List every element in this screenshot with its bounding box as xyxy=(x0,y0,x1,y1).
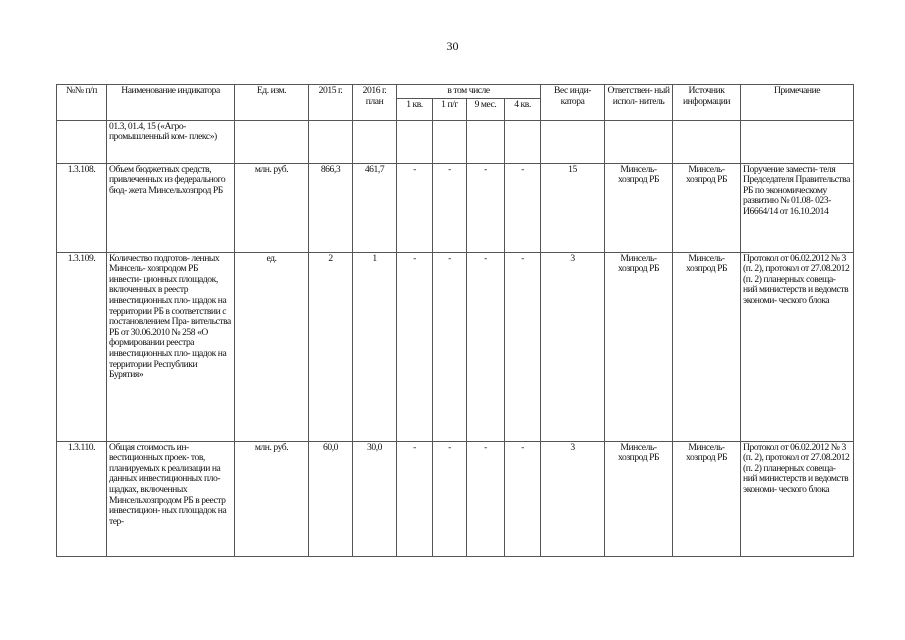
table-row xyxy=(57,441,854,556)
cell-weight: 3 xyxy=(541,441,605,556)
cell-2016 xyxy=(353,120,397,163)
cell-weight xyxy=(541,120,605,163)
header-weight: Вес инди- катора xyxy=(541,85,605,121)
header-source: Источник информации xyxy=(673,85,741,121)
cell-responsible: Минсель- хозпрод РБ xyxy=(605,163,673,252)
header-note: Примечание xyxy=(741,85,854,121)
cell-name: Общая стоимость ин- вестиционных проек- тов, планируемых к реализации на данных инвестиционных пло- щадках, включенных Минсельхозпродом РБ в реестр инвестицион- ных площадок на тер- xyxy=(107,441,235,556)
cell-unit: ед. xyxy=(235,252,309,441)
cell-h1 xyxy=(433,120,467,163)
header-unit: Ед. изм. xyxy=(235,85,309,121)
cell-q1: - xyxy=(397,441,433,556)
cell-unit xyxy=(235,120,309,163)
cell-num: 1.3.109. xyxy=(57,252,107,441)
cell-h1: - xyxy=(433,163,467,252)
cell-2015: 2 xyxy=(309,252,353,441)
cell-note: Протокол от 06.02.2012 № 3 (п. 2), протокол от 27.08.2012 (п. 2) планерных совеща- ний министерств и ведомств экономи- ческого блока xyxy=(741,441,854,556)
cell-q4: - xyxy=(505,441,541,556)
cell-source xyxy=(673,120,741,163)
cell-source: Минсель- хозпрод РБ xyxy=(673,441,741,556)
header-num: №№ п/п xyxy=(57,85,107,121)
cell-note: Протокол от 06.02.2012 № 3 (п. 2), протокол от 27.08.2012 (п. 2) планерных совеща- ний министерств и ведомств экономи- ческого блока xyxy=(741,252,854,441)
cell-name: Объем бюджетных средств, привлеченных из федерального бюд- жета Минсельхозпрод РБ xyxy=(107,163,235,252)
cell-9m xyxy=(467,120,505,163)
header-q4: 4 кв. xyxy=(505,98,541,120)
cell-q1 xyxy=(397,120,433,163)
header-2015: 2015 г. xyxy=(309,85,353,121)
header-2016-plan: 2016 г. план xyxy=(353,85,397,121)
cell-9m: - xyxy=(467,441,505,556)
cell-9m: - xyxy=(467,252,505,441)
header-h1: 1 п/г xyxy=(433,98,467,120)
cell-responsible xyxy=(605,120,673,163)
page-number: 30 xyxy=(446,39,459,53)
cell-q1: - xyxy=(397,163,433,252)
indicators-table xyxy=(56,84,854,557)
cell-2016: 1 xyxy=(353,252,397,441)
cell-weight: 15 xyxy=(541,163,605,252)
table-row xyxy=(57,163,854,252)
cell-num: 1.3.110. xyxy=(57,441,107,556)
cell-num xyxy=(57,120,107,163)
header-responsible: Ответствен- ный испол- нитель xyxy=(605,85,673,121)
cell-q1: - xyxy=(397,252,433,441)
table-row xyxy=(57,252,854,441)
cell-unit: млн. руб. xyxy=(235,163,309,252)
cell-name: Количество подготов- ленных Минсель- хозпродом РБ инвести- ционных площадок, включенных в реестр инвестиционных пло- щадок на территории РБ в соответствии с постановлением Пра- вительства РБ от 30.06.2010 № 258 «О формировании реестра инвестиционных пло- щадок на территории Республики Бурятия» xyxy=(107,252,235,441)
cell-q4: - xyxy=(505,163,541,252)
cell-q4 xyxy=(505,120,541,163)
cell-2016: 30,0 xyxy=(353,441,397,556)
header-including: в том числе xyxy=(397,85,541,99)
cell-source: Минсель- хозпрод РБ xyxy=(673,163,741,252)
cell-2015: 866,3 xyxy=(309,163,353,252)
cell-note: Поручение замести- теля Председателя Правительства РБ по экономическому развитию № 01.08- 023-И6664/14 от 16.10.2014 xyxy=(741,163,854,252)
cell-name: 01.3, 01.4, 15 («Агро- промышленный ком- плекс») xyxy=(107,120,235,163)
cell-9m: - xyxy=(467,163,505,252)
header-9m: 9 мес. xyxy=(467,98,505,120)
cell-h1: - xyxy=(433,441,467,556)
cell-q4: - xyxy=(505,252,541,441)
table-row xyxy=(57,120,854,163)
cell-responsible: Минсель- хозпрод РБ xyxy=(605,252,673,441)
cell-source: Минсель- хозпрод РБ xyxy=(673,252,741,441)
cell-responsible: Минсель- хозпрод РБ xyxy=(605,441,673,556)
cell-2015: 60,0 xyxy=(309,441,353,556)
cell-weight: 3 xyxy=(541,252,605,441)
cell-note xyxy=(741,120,854,163)
cell-h1: - xyxy=(433,252,467,441)
cell-2016: 461,7 xyxy=(353,163,397,252)
cell-unit: млн. руб. xyxy=(235,441,309,556)
header-q1: 1 кв. xyxy=(397,98,433,120)
header-name: Наименование индикатора xyxy=(107,85,235,121)
cell-num: 1.3.108. xyxy=(57,163,107,252)
cell-2015 xyxy=(309,120,353,163)
